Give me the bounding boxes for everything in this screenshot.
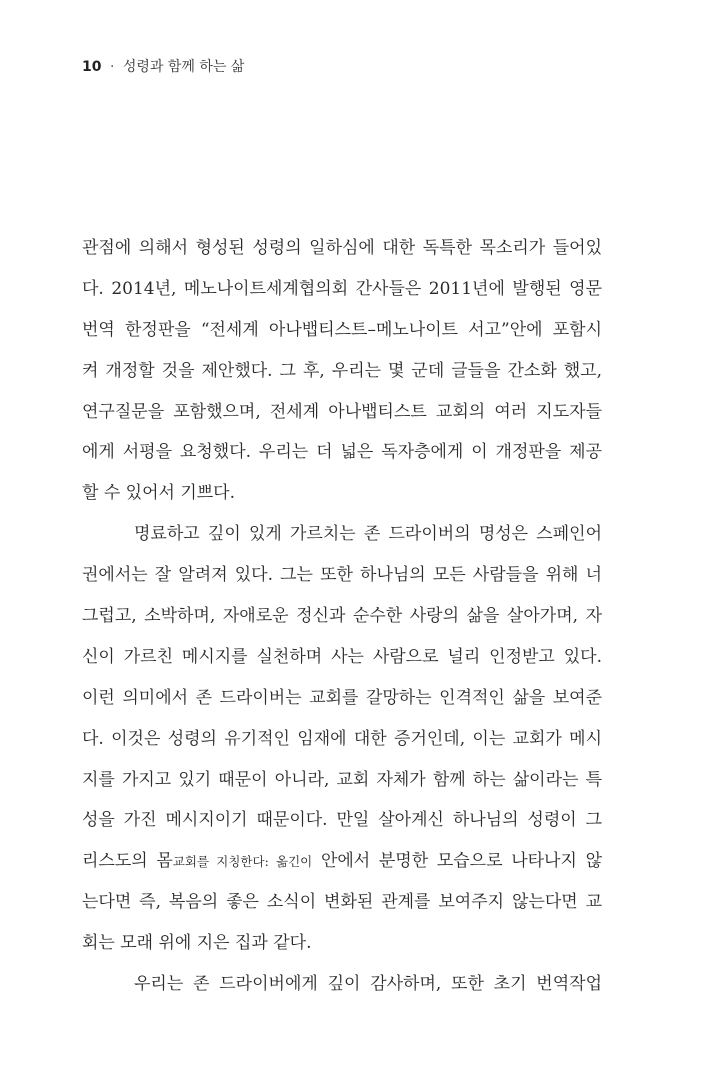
text-line: 관점에 의해서 형성된 성령의 일하심에 대한 독특한 목소리가 들어있 [82, 238, 602, 258]
text-line: 이런 의미에서 존 드라이버는 교회를 갈망하는 인격적인 삶을 보여준 [82, 687, 602, 708]
text-line: 지를 가지고 있기 때문이 아니라, 교회 자체가 함께 하는 삶이라는 특 [82, 769, 602, 790]
book-title: 성령과 함께 하는 삶 [122, 59, 245, 75]
paragraph-start-line: 우리는 존 드라이버에게 깊이 감사하며, 또한 초기 번역작업 [134, 974, 602, 995]
text-line: 연구질문을 포함했으며, 전세계 아나뱁티스트 교회의 여러 지도자들 [82, 401, 602, 422]
header-separator: · [109, 59, 115, 75]
paragraph-start-line: 명료하고 깊이 있게 가르치는 존 드라이버의 명성은 스페인어 [134, 524, 602, 545]
translator-note: 교회를 지칭한다: 옮긴이 [172, 854, 313, 870]
text-line: 켜 개정할 것을 제안했다. 그 후, 우리는 몇 군데 글들을 간소화 했고, [82, 360, 602, 381]
text-line: 회는 모래 위에 지은 집과 같다. [82, 933, 312, 954]
text-line-with-note [82, 841, 602, 882]
text-line: 그럽고, 소박하며, 자애로운 정신과 순수한 사랑의 삶을 살아가며, 자 [82, 606, 602, 627]
text-line: 다. 2014년, 메노나이트세계협의회 간사들은 2011년에 발행된 영문 [82, 278, 602, 299]
text-line: 번역 한정판을 “전세계 아나뱁티스트–메노나이트 서고”안에 포함시 [82, 319, 602, 340]
running-head [82, 56, 244, 76]
text-segment: 리스도의 몸 [82, 851, 173, 872]
text-line: 권에서는 잘 알려져 있다. 그는 또한 하나님의 모든 사람들을 위해 너 [82, 565, 602, 586]
body-text [82, 228, 602, 1005]
text-line: 신이 가르친 메시지를 실천하며 사는 사람으로 널리 인정받고 있다. [82, 646, 602, 667]
text-segment: 안에서 분명한 모습으로 나타나지 않 [312, 851, 602, 872]
text-line: 에게 서평을 요청했다. 우리는 더 넓은 독자층에게 이 개정판을 제공 [82, 442, 602, 463]
text-line: 다. 이것은 성령의 유기적인 임재에 대한 증거인데, 이는 교회가 메시 [82, 728, 602, 749]
text-line: 할 수 있어서 기쁘다. [82, 483, 235, 504]
page-number: 10 [82, 59, 102, 75]
text-line: 성을 가진 메시지이기 때문이다. 만일 살아계신 하나님의 성령이 그 [82, 810, 602, 831]
text-line: 는다면 즉, 복음의 좋은 소식이 변화된 관계를 보여주지 않는다면 교 [82, 892, 602, 913]
